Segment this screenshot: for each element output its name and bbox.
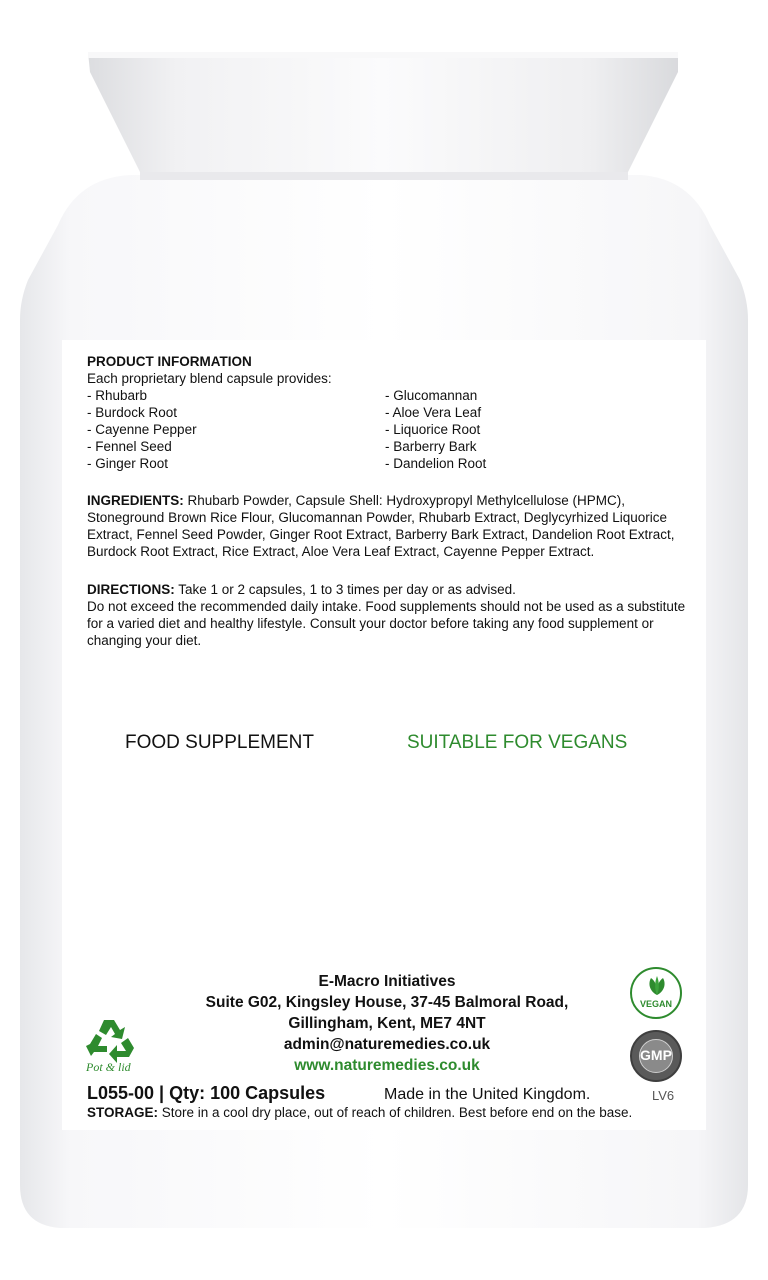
ingredients-paragraph: [87, 492, 687, 560]
company-name: E-Macro Initiatives: [318, 973, 456, 990]
list-item: - Ginger Root: [87, 456, 169, 471]
company-address-line2: Gillingham, Kent, ME7 4NT: [288, 1015, 486, 1032]
company-email: admin@naturemedies.co.uk: [283, 1036, 491, 1053]
product-info-heading: PRODUCT INFORMATION: [87, 354, 252, 369]
gmp-badge: [630, 1030, 682, 1082]
list-item: - Dandelion Root: [385, 456, 487, 471]
ingredients-text: Rhubarb Powder, Capsule Shell: Hydroxypropyl Methylcellulose (HPMC), Stoneground Brown Rice Flour, Glucomannan Powder, Rhubarb Extract, Deglycyrhized Liquorice Extract, Fennel Seed Powder, Ginger Root Extract, Barberry Bark Extract, Dandelion Root Extract, Burdock Root Extract, Rice Extract, Aloe Vera Leaf Extract, Cayenne Pepper Extract.: [87, 493, 675, 559]
company-address-line1: Suite G02, Kingsley House, 37-45 Balmoral Road,: [205, 994, 569, 1011]
list-item: - Burdock Root: [87, 405, 178, 420]
gmp-badge-text: GMP: [640, 1047, 672, 1063]
recycle-label: Pot & lid: [86, 1060, 131, 1074]
list-item: - Glucomannan: [385, 388, 478, 403]
vegan-badge: [630, 967, 682, 1019]
list-item: - Barberry Bark: [385, 439, 477, 454]
storage-instructions: Store in a cool dry place, out of reach of children. Best before end on the base.: [158, 1105, 633, 1120]
recycle-icon: [84, 1016, 140, 1076]
directions-warning: Do not exceed the recommended daily intake. Food supplements should not be used as a substitute for a varied diet and healthy lifestyle. Consult your doctor before taking any food supplement or changing your diet.: [87, 599, 686, 648]
made-in-text: Made in the United Kingdom.: [384, 1086, 591, 1103]
list-item: - Rhubarb: [87, 388, 148, 403]
list-item: - Liquorice Root: [385, 422, 481, 437]
list-item: - Aloe Vera Leaf: [385, 405, 482, 420]
list-item: - Fennel Seed: [87, 439, 172, 454]
food-supplement-text: FOOD SUPPLEMENT: [125, 732, 314, 753]
directions-paragraph: [87, 581, 687, 598]
list-item: - Cayenne Pepper: [87, 422, 197, 437]
storage-label: STORAGE:: [87, 1105, 159, 1120]
product-info-intro: Each proprietary blend capsule provides:: [87, 371, 332, 386]
product-code: L055-00 | Qty: 100 Capsules: [87, 1083, 326, 1103]
version-code: LV6: [652, 1088, 675, 1103]
suitable-for-vegans-text: SUITABLE FOR VEGANS: [407, 732, 628, 753]
ingredients-label: INGREDIENTS:: [87, 493, 184, 508]
leaf-icon: [645, 975, 669, 997]
vegan-badge-text: VEGAN: [639, 999, 672, 1009]
company-website: www.naturemedies.co.uk: [294, 1057, 480, 1074]
product-label: [62, 340, 706, 1130]
directions-label: DIRECTIONS:: [87, 582, 175, 597]
storage-text: [87, 1104, 632, 1121]
directions-text: Take 1 or 2 capsules, 1 to 3 times per day or as advised.: [174, 582, 516, 597]
